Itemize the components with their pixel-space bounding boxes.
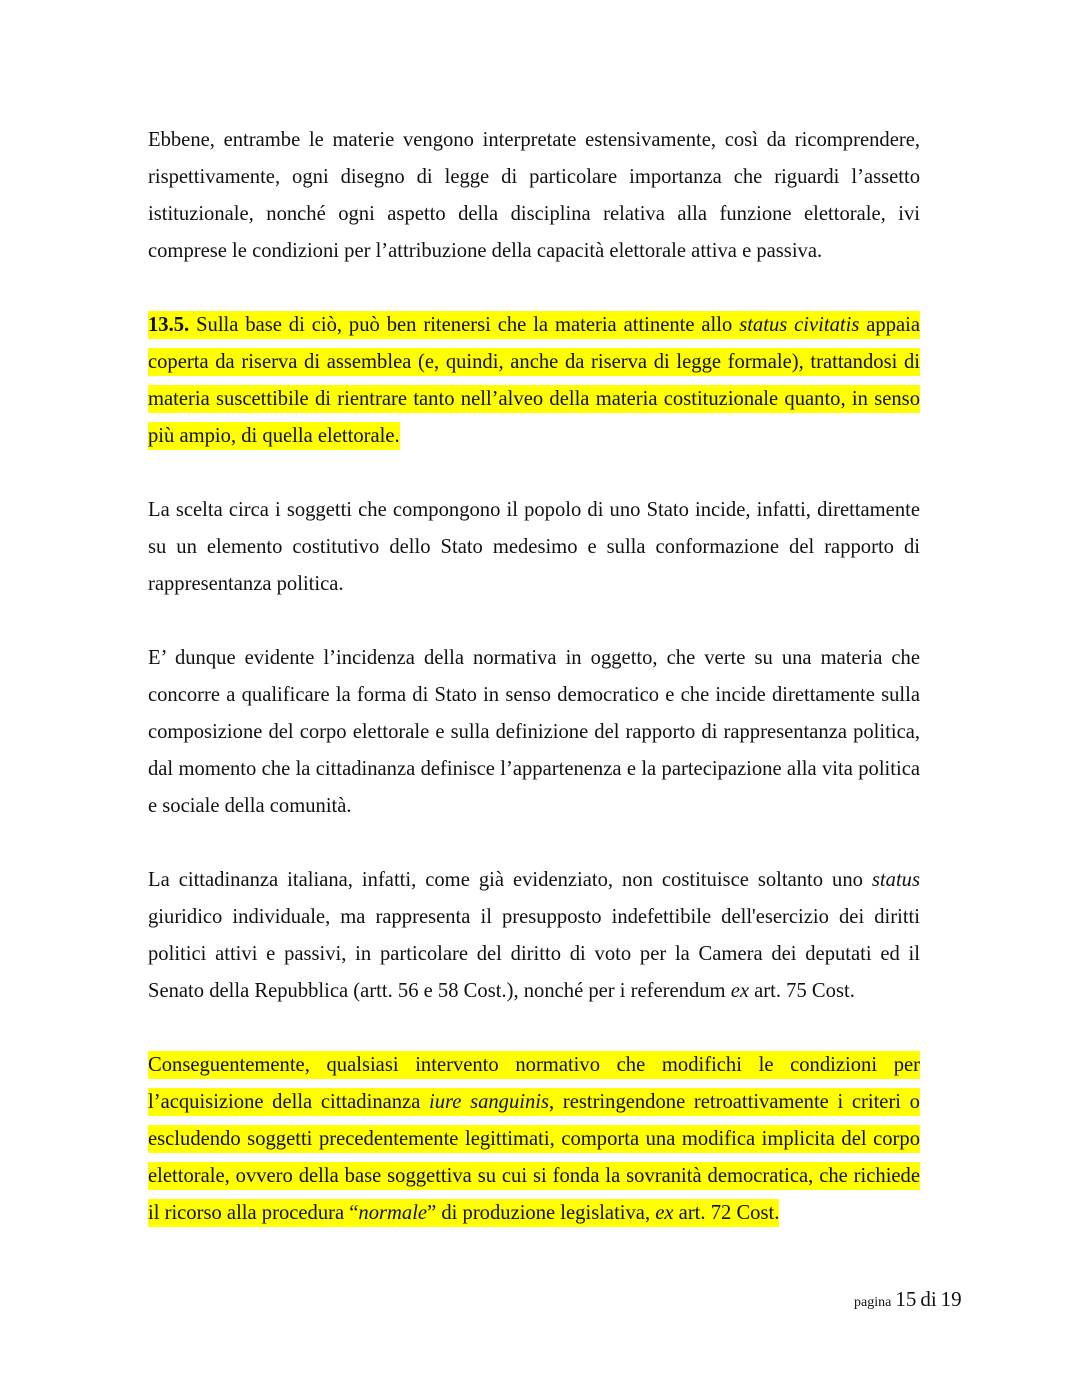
text-run: Sulla base di ciò, può ben ritenersi che la materia attinente allo: [189, 314, 740, 336]
paragraph-e-dunque: E’ dunque evidente l’incidenza della normativa in oggetto, che verte su una materia che concorre a qualificare la forma di Stato in senso democratico e che incide direttamente sulla composizione del corpo elettorale e sulla definizione del rapporto di rappresentanza politica, dal momento che la cittadinanza definisce l’appartenenza e la partecipazione alla vita politica e sociale della comunità.: [148, 647, 920, 817]
text-run: ” di produzione legislativa,: [427, 1202, 656, 1224]
page-number-footer: [854, 1287, 962, 1312]
page-label: pagina: [854, 1295, 892, 1310]
page-separator: di: [920, 1287, 937, 1311]
text-run: appaia coperta da riserva di assemblea (e, quindi, anche da riserva di legge formale), trattandosi di materia suscettibile di rientrare tanto nell’alveo della materia costituzionale quanto, in senso più ampio, di quella elettorale.: [148, 314, 920, 447]
text-run: giuridico individuale, ma rappresenta il presupposto indefettibile dell'esercizio dei diritti politici attivi e passivi, in particolare del diritto di voto per la Camera dei deputati ed il Senato della Repubblica (artt. 56 e 58 Cost.), nonché per i referendum: [148, 906, 920, 1002]
text-run: art. 75 Cost.: [749, 980, 855, 1002]
text-run: , restringendone retroattivamente i criteri o escludendo soggetti precedentemente legittimati, comporta una modifica implicita del corpo elettorale, ovvero della base soggettiva su cui si fonda la sovranità democratica, che richiede il ricorso alla procedura “: [148, 1091, 920, 1224]
paragraph-ebbene: Ebbene, entrambe le materie vengono interpretate estensivamente, così da ricomprendere, rispettivamente, ogni disegno di legge di particolare importanza che riguardi l’assetto istituzionale, nonché ogni aspetto della disciplina relativa alla funzione elettorale, ivi comprese le condizioni per l’attribuzione della capacità elettorale attiva e passiva.: [148, 129, 920, 262]
italic-term: normale: [358, 1202, 428, 1224]
paragraph-la-scelta: La scelta circa i soggetti che compongono il popolo di uno Stato incide, infatti, direttamente su un elemento costitutivo dello Stato medesimo e sulla conformazione del rapporto di rappresentanza politica.: [148, 499, 920, 595]
paragraph-13-5-highlighted: [148, 307, 920, 455]
text-run: Conseguentemente, qualsiasi intervento normativo che modifichi le condizioni per l’acquisizione della cittadinanza: [148, 1054, 920, 1113]
italic-term: ex: [730, 980, 750, 1002]
section-number: 13.5.: [148, 314, 190, 336]
text-run: La cittadinanza italiana, infatti, come già evidenziato, non costituisce soltanto uno: [148, 869, 872, 891]
italic-term: status: [871, 869, 920, 891]
highlight: [148, 311, 920, 450]
italic-term: ex: [655, 1202, 674, 1224]
current-page: 15: [895, 1287, 917, 1311]
italic-term: status civitatis: [739, 314, 860, 336]
highlight: [148, 1051, 920, 1227]
italic-term: iure sanguinis: [429, 1091, 550, 1113]
paragraph-la-cittadinanza: [148, 862, 920, 1010]
text-run: art. 72 Cost.: [673, 1202, 780, 1224]
total-pages: 19: [940, 1287, 962, 1311]
document-page: [148, 122, 920, 1269]
paragraph-conseguentemente-highlighted: [148, 1047, 920, 1232]
